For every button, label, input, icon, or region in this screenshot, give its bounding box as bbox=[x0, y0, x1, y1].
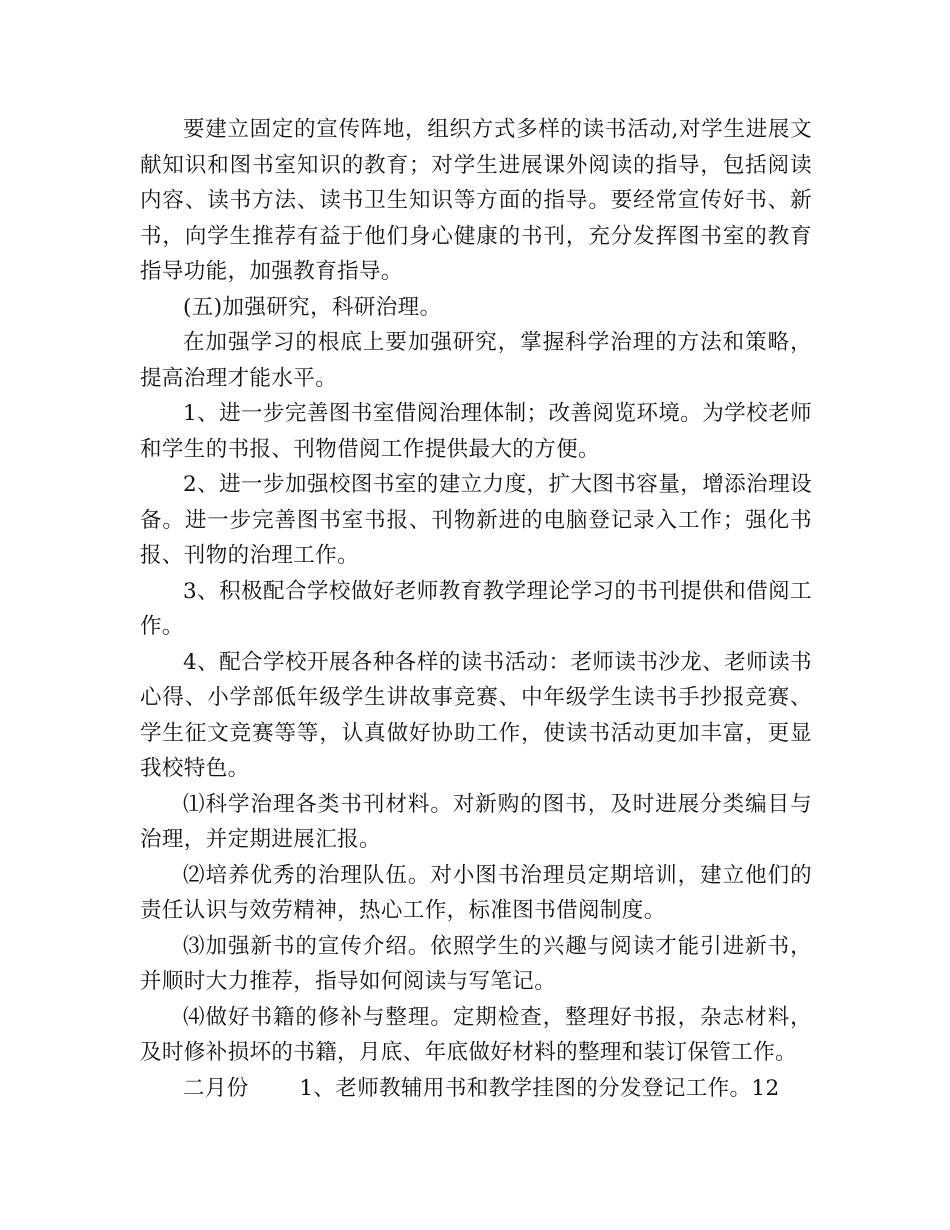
list-item-1: 1、进一步完善图书室借阅治理体制；改善阅览环境。为学校老师和学生的书报、刊物借阅工作提供最大的方便。 bbox=[140, 401, 812, 462]
schedule-month: 二月份 bbox=[183, 1075, 249, 1101]
sub-item-4: ⑷做好书籍的修补与整理。定期检查，整理好书报，杂志材料，及时修补损坏的书籍，月底、年底做好材料的整理和装订保管工作。 bbox=[140, 1004, 812, 1065]
list-item-4: 4、配合学校开展各种各样的读书活动：老师读书沙龙、老师读书心得、小学部低年级学生讲故事竞赛、中年级学生读书手抄报竞赛、学生征文竞赛等等，认真做好协助工作，使读书活动更加丰富，更显我校特色。 bbox=[140, 649, 812, 781]
heading-research: (五)加强研究，科研治理。 bbox=[183, 294, 442, 320]
schedule-item: 1、老师教辅用书和教学挂图的分发登记工作。12 bbox=[299, 1075, 780, 1101]
document-body bbox=[140, 112, 812, 1106]
list-item-2: 2、进一步加强校图书室的建立力度，扩大图书容量，增添治理设备。进一步完善图书室书报、刊物新进的电脑登记录入工作；强化书报、刊物的治理工作。 bbox=[140, 472, 812, 568]
sub-item-1: ⑴科学治理各类书刊材料。对新购的图书，及时进展分类编目与治理，并定期进展汇报。 bbox=[140, 791, 812, 852]
schedule-line bbox=[140, 1071, 812, 1107]
sub-item-3: ⑶加强新书的宣传介绍。依照学生的兴趣与阅读才能引进新书，并顺时大力推荐，指导如何阅读与写笔记。 bbox=[140, 933, 812, 994]
paragraph-research-intro: 在加强学习的根底上要加强研究，掌握科学治理的方法和策略，提高治理才能水平。 bbox=[140, 330, 812, 391]
list-item-3: 3、积极配合学校做好老师教育教学理论学习的书刊提供和借阅工作。 bbox=[140, 578, 812, 639]
sub-item-2: ⑵培养优秀的治理队伍。对小图书治理员定期培训，建立他们的责任认识与效劳精神，热心工作，标准图书借阅制度。 bbox=[140, 862, 812, 923]
paragraph-promotion: 要建立固定的宣传阵地，组织方式多样的读书活动,对学生进展文献知识和图书室知识的教育；对学生进展课外阅读的指导，包括阅读内容、读书方法、读书卫生知识等方面的指导。要经常宣传好书、新书，向学生推荐有益于他们身心健康的书刊，充分发挥图书室的教育指导功能，加强教育指导。 bbox=[140, 117, 812, 284]
